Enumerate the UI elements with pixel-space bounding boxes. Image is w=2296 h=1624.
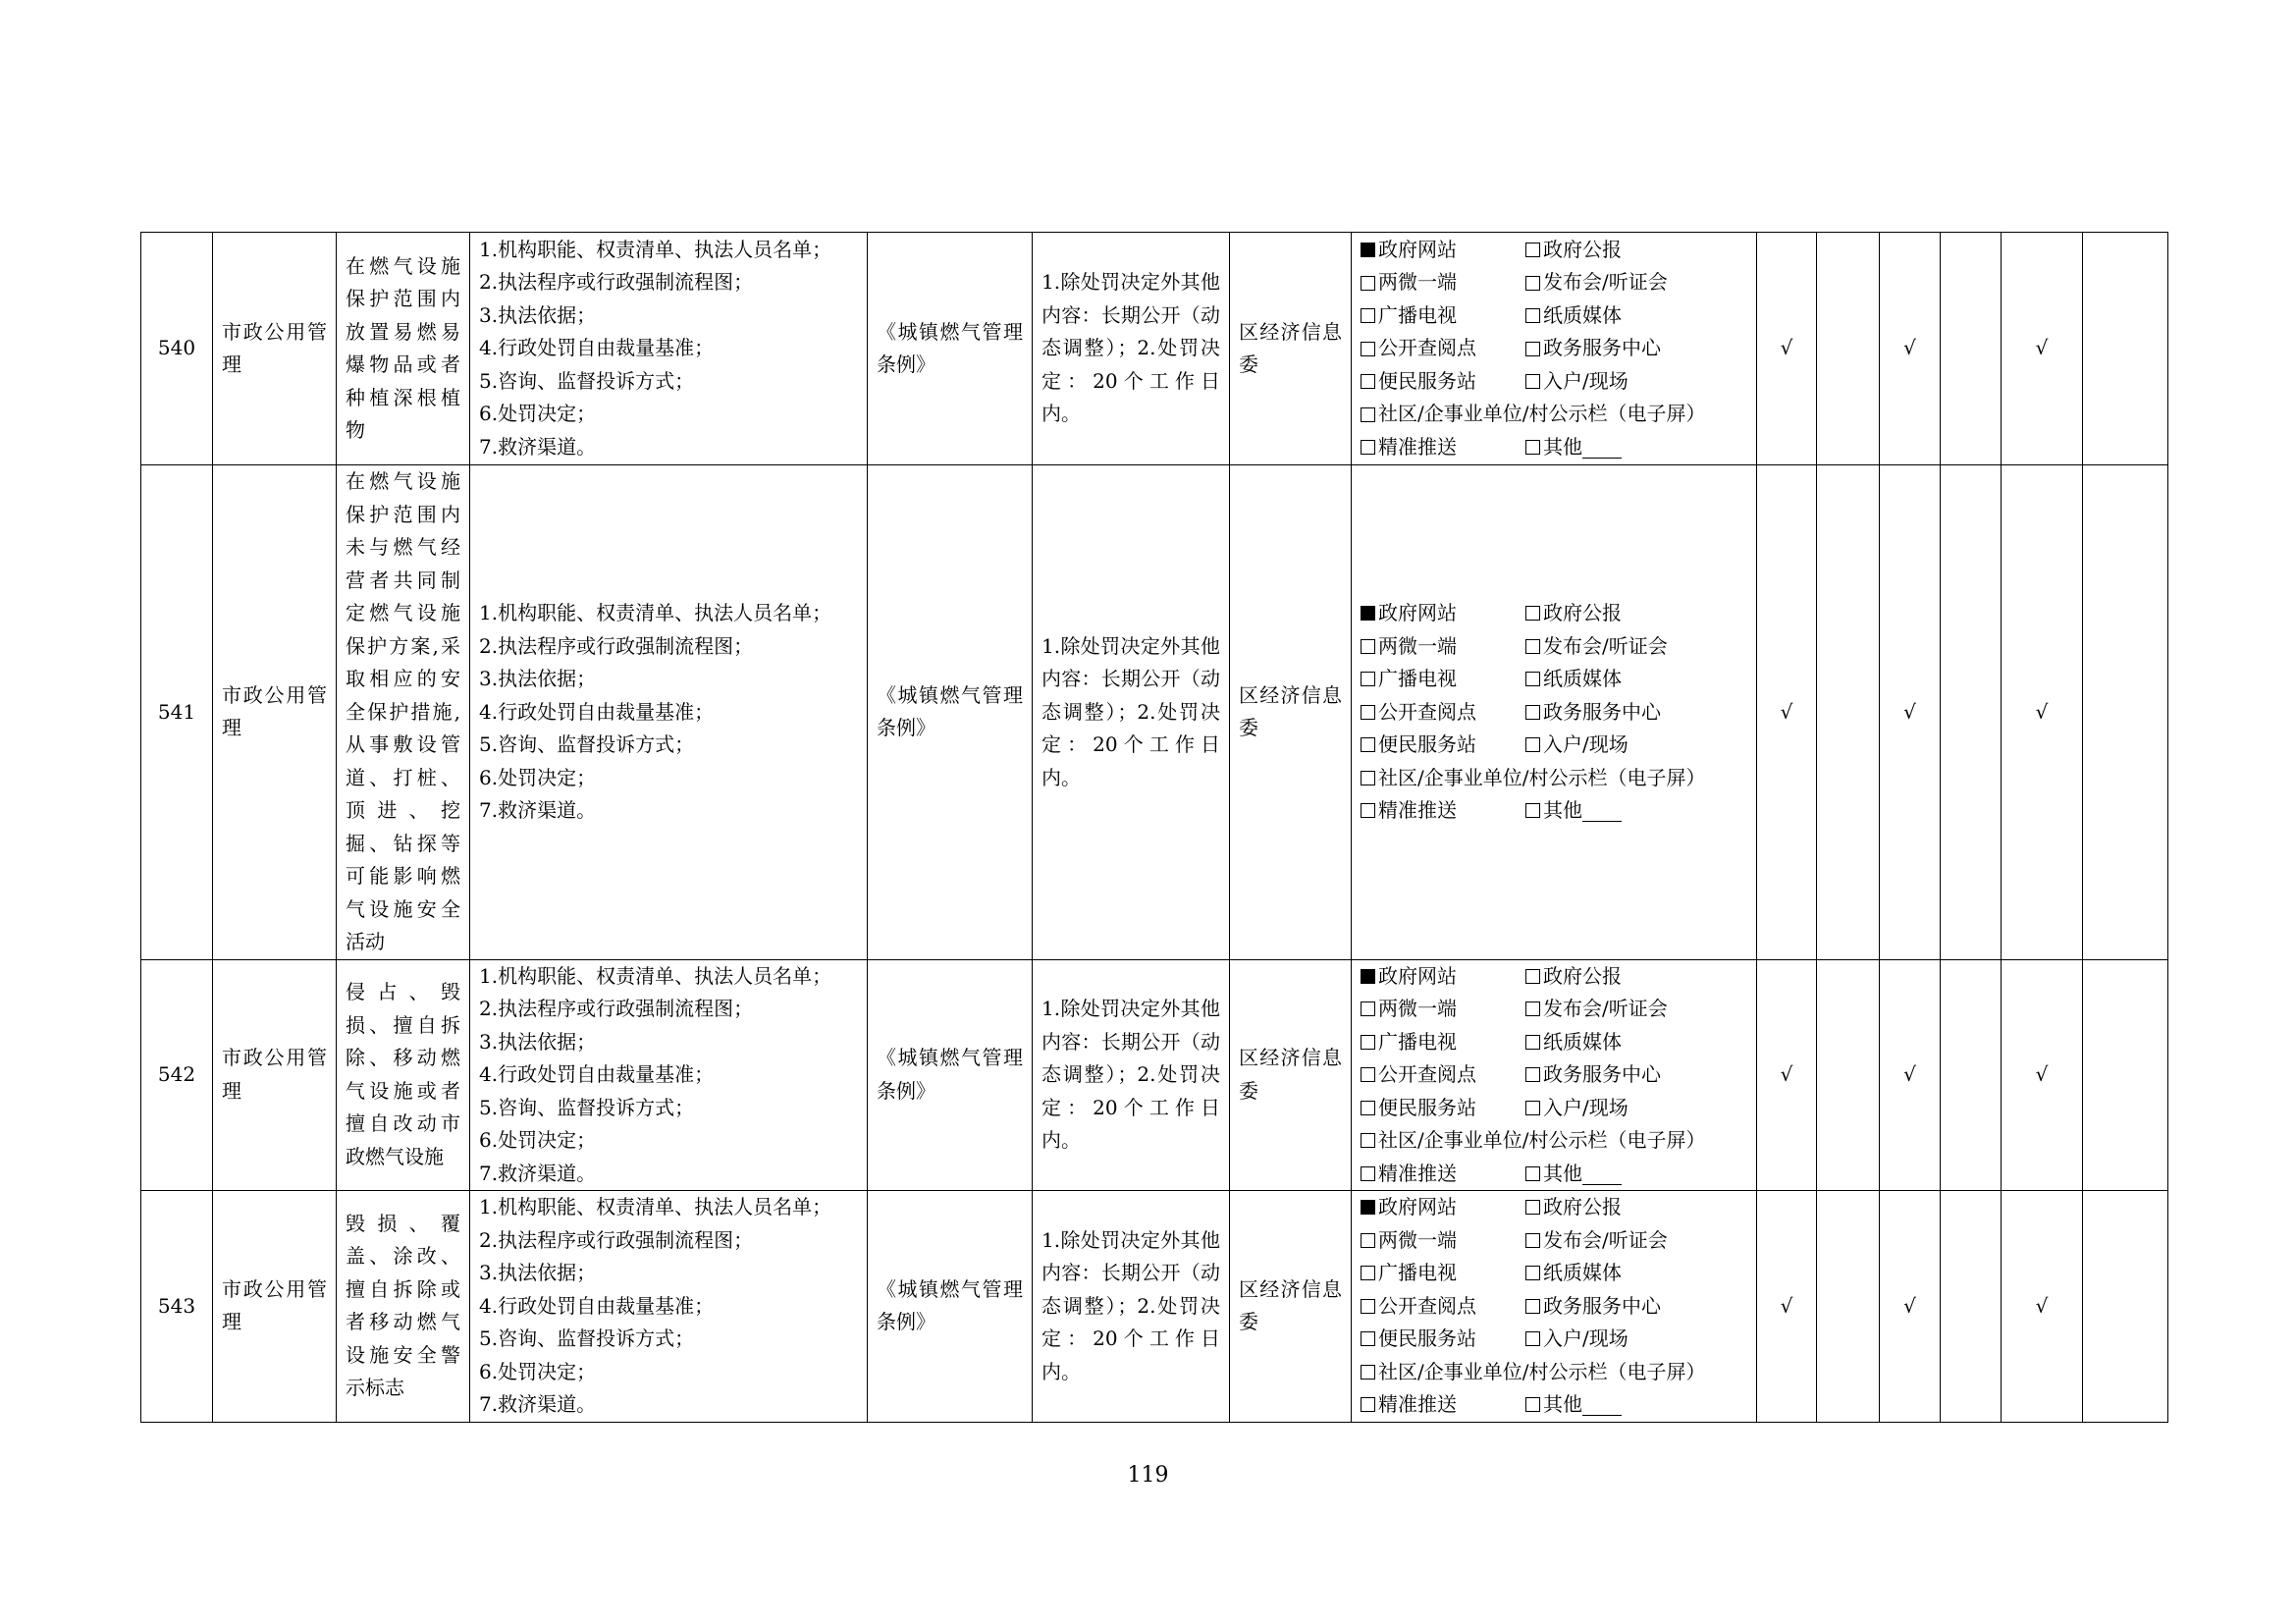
checkbox-icon bbox=[1361, 342, 1375, 356]
checkbox-icon bbox=[1361, 1266, 1375, 1280]
content-item: 5.咨询、监督投诉方式； bbox=[479, 368, 695, 393]
blank-line bbox=[1582, 1393, 1622, 1416]
checkbox-icon bbox=[1525, 374, 1540, 389]
channel-option: 社区/企事业单位/村公示栏（电子屏） bbox=[1361, 762, 1747, 795]
channel-option: 公开查阅点 bbox=[1361, 1058, 1525, 1092]
table-row bbox=[141, 959, 2168, 1191]
empty-cell bbox=[1941, 233, 2002, 465]
content-item: 1.机构职能、权责清单、执法人员名单； bbox=[479, 601, 832, 624]
time-limit-cell: 1.除处罚决定外其他内容：长期公开（动态调整）；2.处罚决定：20个工作日内。 bbox=[1033, 1191, 1230, 1423]
subject-cell: 区经济信息委 bbox=[1230, 233, 1352, 465]
category-cell: 市政公用管理 bbox=[213, 1191, 337, 1423]
channel-option: 两微一端 bbox=[1361, 266, 1525, 299]
content-item: 6.处罚决定； bbox=[479, 765, 597, 789]
content-item: 2.执法程序或行政强制流程图； bbox=[479, 633, 754, 658]
checkbox-icon bbox=[1525, 1266, 1540, 1280]
checkbox-icon bbox=[1361, 1001, 1375, 1016]
channel-cell bbox=[1352, 959, 1757, 1191]
channel-option: 入户/现场 bbox=[1525, 1092, 1747, 1125]
channel-option: 政务服务中心 bbox=[1525, 1290, 1747, 1324]
row-number: 541 bbox=[141, 465, 213, 960]
checkbox-icon bbox=[1361, 1365, 1375, 1380]
channel-cell bbox=[1352, 1191, 1757, 1423]
row-number: 540 bbox=[141, 233, 213, 465]
category-cell: 市政公用管理 bbox=[213, 233, 337, 465]
channel-option: 公开查阅点 bbox=[1361, 696, 1525, 730]
check-mark: √ bbox=[2002, 1191, 2083, 1423]
channel-option: 纸质媒体 bbox=[1525, 1026, 1747, 1059]
content-item: 6.处罚决定； bbox=[479, 1359, 597, 1383]
channel-option: 政府公报 bbox=[1525, 597, 1747, 630]
channel-option: 政府网站 bbox=[1361, 597, 1525, 630]
content-item: 5.咨询、监督投诉方式； bbox=[479, 1326, 695, 1350]
content-item: 4.行政处罚自由裁量基准； bbox=[479, 1293, 715, 1318]
empty-cell bbox=[1941, 959, 2002, 1191]
checkbox-icon bbox=[1361, 1397, 1375, 1412]
category-cell: 市政公用管理 bbox=[213, 465, 337, 960]
channel-option: 广播电视 bbox=[1361, 299, 1525, 333]
empty-cell bbox=[1817, 1191, 1880, 1423]
checkbox-icon bbox=[1361, 771, 1375, 785]
checkbox-icon bbox=[1361, 1299, 1375, 1314]
empty-cell bbox=[2083, 959, 2168, 1191]
blank-line bbox=[1582, 1163, 1622, 1185]
checkbox-icon bbox=[1361, 1067, 1375, 1082]
checked-box-icon bbox=[1361, 969, 1375, 984]
checkbox-icon bbox=[1525, 969, 1540, 984]
channel-option: 发布会/听证会 bbox=[1525, 266, 1747, 299]
checkbox-icon bbox=[1525, 276, 1540, 291]
content-item: 1.机构职能、权责清单、执法人员名单； bbox=[479, 237, 832, 261]
content-item: 1.机构职能、权责清单、执法人员名单； bbox=[479, 1195, 832, 1218]
checkbox-icon bbox=[1361, 737, 1375, 752]
blank-line bbox=[1582, 436, 1622, 459]
check-mark: √ bbox=[2002, 465, 2083, 960]
subject-cell: 区经济信息委 bbox=[1230, 465, 1352, 960]
basis-cell: 《城镇燃气管理条例》 bbox=[868, 959, 1033, 1191]
channel-option: 广播电视 bbox=[1361, 663, 1525, 696]
checkbox-icon bbox=[1361, 276, 1375, 291]
check-mark: √ bbox=[1880, 233, 1941, 465]
time-limit-cell: 1.除处罚决定外其他内容：长期公开（动态调整）；2.处罚决定：20个工作日内。 bbox=[1033, 465, 1230, 960]
channel-option: 政府网站 bbox=[1361, 234, 1525, 267]
channel-option: 两微一端 bbox=[1361, 630, 1525, 664]
checkbox-icon bbox=[1525, 705, 1540, 720]
checked-box-icon bbox=[1361, 243, 1375, 257]
channel-option: 政务服务中心 bbox=[1525, 696, 1747, 730]
empty-cell bbox=[1941, 465, 2002, 960]
content-item: 5.咨询、监督投诉方式； bbox=[479, 1095, 695, 1119]
row-number: 543 bbox=[141, 1191, 213, 1423]
checkbox-icon bbox=[1361, 440, 1375, 455]
checked-box-icon bbox=[1361, 606, 1375, 621]
channel-option: 广播电视 bbox=[1361, 1026, 1525, 1059]
checkbox-icon bbox=[1525, 1035, 1540, 1050]
content-item: 3.执法依据； bbox=[479, 1029, 597, 1054]
checkbox-icon bbox=[1525, 639, 1540, 654]
time-limit-cell: 1.除处罚决定外其他内容：长期公开（动态调整）；2.处罚决定：20个工作日内。 bbox=[1033, 233, 1230, 465]
channel-option: 政府公报 bbox=[1525, 960, 1747, 994]
content-item: 4.行政处罚自由裁量基准； bbox=[479, 1062, 715, 1086]
channel-option: 精准推送 bbox=[1361, 431, 1525, 464]
checkbox-icon bbox=[1361, 1331, 1375, 1346]
channel-option: 公开查阅点 bbox=[1361, 332, 1525, 365]
matter-cell: 在燃气设施保护范围内放置易燃易爆物品或者种植深根植物 bbox=[337, 233, 470, 465]
channel-option: 社区/企事业单位/村公示栏（电子屏） bbox=[1361, 398, 1747, 431]
checkbox-icon bbox=[1525, 1200, 1540, 1215]
channel-option: 两微一端 bbox=[1361, 993, 1525, 1026]
checkbox-icon bbox=[1361, 407, 1375, 422]
channel-option: 精准推送 bbox=[1361, 1388, 1525, 1422]
channel-option: 入户/现场 bbox=[1525, 1323, 1747, 1356]
checkbox-icon bbox=[1525, 342, 1540, 356]
basis-cell: 《城镇燃气管理条例》 bbox=[868, 233, 1033, 465]
empty-cell bbox=[1817, 465, 1880, 960]
checkbox-icon bbox=[1361, 1233, 1375, 1248]
channel-option: 其他 bbox=[1525, 1158, 1747, 1191]
content-cell bbox=[470, 1191, 868, 1423]
content-item: 5.咨询、监督投诉方式； bbox=[479, 732, 695, 756]
checkbox-icon bbox=[1525, 1397, 1540, 1412]
content-item: 3.执法依据； bbox=[479, 1261, 597, 1284]
page-number: 119 bbox=[1127, 1463, 1169, 1488]
matter-cell: 侵占、毁损、擅自拆除、移动燃气设施或者擅自改动市政燃气设施 bbox=[337, 959, 470, 1191]
content-item: 2.执法程序或行政强制流程图； bbox=[479, 270, 754, 295]
channel-option: 社区/企事业单位/村公示栏（电子屏） bbox=[1361, 1124, 1747, 1158]
channel-option: 政务服务中心 bbox=[1525, 332, 1747, 365]
checkbox-icon bbox=[1361, 1133, 1375, 1148]
checkbox-icon bbox=[1361, 639, 1375, 654]
check-mark: √ bbox=[2002, 233, 2083, 465]
content-item: 7.救济渠道。 bbox=[479, 1161, 597, 1185]
checkbox-icon bbox=[1525, 1233, 1540, 1248]
check-mark: √ bbox=[1757, 959, 1817, 1191]
content-item: 6.处罚决定； bbox=[479, 402, 597, 426]
checkbox-icon bbox=[1525, 1001, 1540, 1016]
channel-option: 政务服务中心 bbox=[1525, 1058, 1747, 1092]
matter-cell: 毁损、覆盖、涂改、擅自拆除或者移动燃气设施安全警示标志 bbox=[337, 1191, 470, 1423]
content-item: 2.执法程序或行政强制流程图； bbox=[479, 1227, 754, 1252]
channel-option: 便民服务站 bbox=[1361, 1323, 1525, 1356]
channel-option: 入户/现场 bbox=[1525, 729, 1747, 762]
subject-cell: 区经济信息委 bbox=[1230, 959, 1352, 1191]
channel-option: 发布会/听证会 bbox=[1525, 1224, 1747, 1258]
checkbox-icon bbox=[1361, 672, 1375, 686]
table-row bbox=[141, 465, 2168, 960]
content-cell bbox=[470, 465, 868, 960]
time-limit-cell: 1.除处罚决定外其他内容：长期公开（动态调整）；2.处罚决定：20个工作日内。 bbox=[1033, 959, 1230, 1191]
channel-option: 纸质媒体 bbox=[1525, 1257, 1747, 1290]
content-cell bbox=[470, 959, 868, 1191]
channel-option: 两微一端 bbox=[1361, 1224, 1525, 1258]
channel-option: 广播电视 bbox=[1361, 1257, 1525, 1290]
channel-option: 政府网站 bbox=[1361, 1191, 1525, 1224]
content-item: 6.处罚决定； bbox=[479, 1128, 597, 1152]
empty-cell bbox=[1817, 959, 1880, 1191]
channel-option: 其他 bbox=[1525, 794, 1747, 828]
check-mark: √ bbox=[1757, 233, 1817, 465]
content-item: 2.执法程序或行政强制流程图； bbox=[479, 997, 754, 1020]
channel-option: 发布会/听证会 bbox=[1525, 630, 1747, 664]
channel-option: 社区/企事业单位/村公示栏（电子屏） bbox=[1361, 1356, 1747, 1389]
channel-option: 精准推送 bbox=[1361, 1158, 1525, 1191]
checkbox-icon bbox=[1361, 308, 1375, 323]
checkbox-icon bbox=[1361, 374, 1375, 389]
check-mark: √ bbox=[1880, 959, 1941, 1191]
empty-cell bbox=[1817, 233, 1880, 465]
checkbox-icon bbox=[1525, 440, 1540, 455]
table-row bbox=[141, 1191, 2168, 1423]
channel-option: 政府网站 bbox=[1361, 960, 1525, 994]
checkbox-icon bbox=[1525, 1101, 1540, 1115]
checkbox-icon bbox=[1525, 606, 1540, 621]
check-mark: √ bbox=[1880, 1191, 1941, 1423]
content-item: 7.救济渠道。 bbox=[479, 434, 597, 459]
channel-cell bbox=[1352, 233, 1757, 465]
subject-cell: 区经济信息委 bbox=[1230, 1191, 1352, 1423]
checkbox-icon bbox=[1361, 705, 1375, 720]
channel-option: 政府公报 bbox=[1525, 234, 1747, 267]
channel-option: 便民服务站 bbox=[1361, 365, 1525, 399]
channel-option: 公开查阅点 bbox=[1361, 1290, 1525, 1324]
content-item: 4.行政处罚自由裁量基准； bbox=[479, 336, 715, 360]
checkbox-icon bbox=[1525, 803, 1540, 818]
basis-cell: 《城镇燃气管理条例》 bbox=[868, 465, 1033, 960]
row-number: 542 bbox=[141, 959, 213, 1191]
disclosure-table bbox=[140, 232, 2168, 1423]
channel-option: 入户/现场 bbox=[1525, 365, 1747, 399]
channel-option: 纸质媒体 bbox=[1525, 663, 1747, 696]
checkbox-icon bbox=[1525, 1299, 1540, 1314]
table-row bbox=[141, 233, 2168, 465]
empty-cell bbox=[2083, 465, 2168, 960]
content-item: 7.救济渠道。 bbox=[479, 798, 597, 822]
content-item: 7.救济渠道。 bbox=[479, 1392, 597, 1416]
content-item: 4.行政处罚自由裁量基准； bbox=[479, 699, 715, 724]
checkbox-icon bbox=[1525, 737, 1540, 752]
checkbox-icon bbox=[1361, 1101, 1375, 1115]
empty-cell bbox=[2083, 1191, 2168, 1423]
checkbox-icon bbox=[1361, 1166, 1375, 1181]
checkbox-icon bbox=[1361, 1035, 1375, 1050]
content-cell bbox=[470, 233, 868, 465]
checkbox-icon bbox=[1525, 1067, 1540, 1082]
channel-option: 政府公报 bbox=[1525, 1191, 1747, 1224]
content-item: 3.执法依据； bbox=[479, 667, 597, 690]
channel-option: 纸质媒体 bbox=[1525, 299, 1747, 333]
blank-line bbox=[1582, 799, 1622, 822]
channel-option: 便民服务站 bbox=[1361, 729, 1525, 762]
channel-option: 便民服务站 bbox=[1361, 1092, 1525, 1125]
channel-option: 精准推送 bbox=[1361, 794, 1525, 828]
check-mark: √ bbox=[1757, 1191, 1817, 1423]
empty-cell bbox=[1941, 1191, 2002, 1423]
checkbox-icon bbox=[1525, 308, 1540, 323]
channel-cell bbox=[1352, 465, 1757, 960]
content-item: 3.执法依据； bbox=[479, 302, 597, 327]
empty-cell bbox=[2083, 233, 2168, 465]
checkbox-icon bbox=[1525, 1331, 1540, 1346]
basis-cell: 《城镇燃气管理条例》 bbox=[868, 1191, 1033, 1423]
channel-option: 其他 bbox=[1525, 431, 1747, 464]
checked-box-icon bbox=[1361, 1200, 1375, 1215]
check-mark: √ bbox=[2002, 959, 2083, 1191]
matter-cell: 在燃气设施保护范围内未与燃气经营者共同制定燃气设施保护方案,采取相应的安全保护措施,从事敷设管道、打桩、顶进、挖掘、钻探等可能影响燃气设施安全活动 bbox=[337, 465, 470, 960]
content-item: 1.机构职能、权责清单、执法人员名单； bbox=[479, 963, 832, 988]
checkbox-icon bbox=[1525, 1166, 1540, 1181]
channel-option: 发布会/听证会 bbox=[1525, 993, 1747, 1026]
checkbox-icon bbox=[1525, 672, 1540, 686]
check-mark: √ bbox=[1757, 465, 1817, 960]
check-mark: √ bbox=[1880, 465, 1941, 960]
checkbox-icon bbox=[1361, 803, 1375, 818]
category-cell: 市政公用管理 bbox=[213, 959, 337, 1191]
channel-option: 其他 bbox=[1525, 1388, 1747, 1422]
checkbox-icon bbox=[1525, 243, 1540, 257]
